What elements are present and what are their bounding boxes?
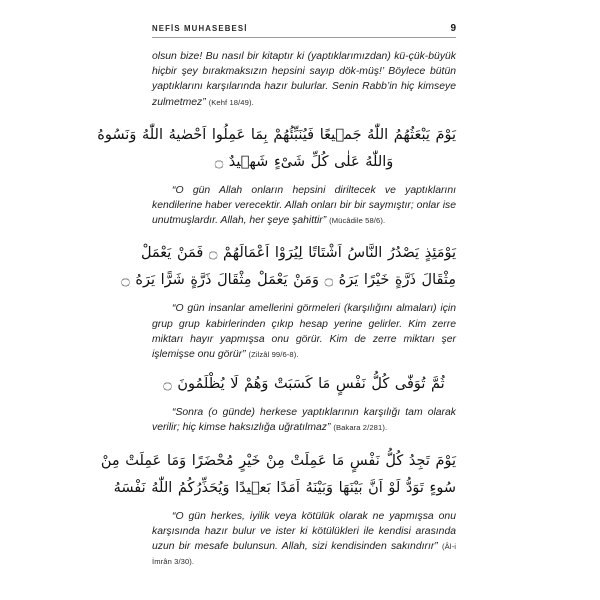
text-column: [97, 0, 456, 569]
paragraph-1: [152, 49, 456, 110]
running-header: [152, 0, 456, 38]
arabic-verse-3-line-1: ثُمَّ تُوَفّٰى كُلُّ نَفْسٍ مَا كَسَبَتْ وَهُمْ لَا يُظْلَمُونَ ۝: [163, 376, 445, 393]
paragraph-4-text: “Sonra (o günde) herkese yaptıklarının karşılığı tam olarak verilir; hiç kimse haksızlığa uğratılmaz”: [152, 407, 456, 434]
arabic-verse-4: [100, 448, 456, 502]
running-header-title: NEFİS MUHASEBESİ: [152, 24, 248, 33]
paragraph-3-citation: (Zilzâl 99/6-8).: [248, 350, 299, 360]
paragraph-4: [152, 405, 456, 435]
paragraph-4-citation: (Bakara 2/281).: [333, 423, 388, 433]
paragraph-2-citation: (Mücâdile 58/6).: [329, 216, 386, 226]
paragraph-3-text: “O gün insanlar amellerini görmeleri (karşılığını almaları) için grup grup kabirlerinden çıkıp hesap yerine gelirler. Kim zerre miktarı hayır yapmışsa onu görür. Kim de zerre miktarı şer işlemişse onu görür”: [152, 303, 456, 361]
paragraph-5: [152, 509, 456, 570]
arabic-verse-3: [152, 371, 456, 398]
arabic-verse-2: [121, 240, 456, 294]
body-content: [97, 38, 456, 569]
arabic-verse-2-line-2: مِثْقَالَ ذَرَّةٍ خَيْرًا يَرَهُ ۝ وَمَنْ يَعْمَلْ مِثْقَالَ ذَرَّةٍ شَرًّا يَرَهُ ۝: [121, 272, 456, 289]
arabic-verse-1: [97, 122, 456, 176]
arabic-verse-4-line-2: سُوءٍ تَوَدُّ لَوْ اَنَّ بَيْنَهَا وَبَيْنَهُ اَمَدًا بَعٖيدًا وَيُحَذِّرُكُمُ اللّٰهُ نَفْسَهُ: [113, 479, 456, 496]
paragraph-5-citation: (Âl-i İmrân 3/30).: [152, 542, 456, 567]
arabic-verse-2-line-1: يَوْمَئِذٍ يَصْدُرُ النَّاسُ اَشْتَاتًا لِيُرَوْا اَعْمَالَهُمْ ۝ فَمَنْ يَعْمَلْ: [140, 245, 456, 262]
arabic-verse-4-line-1: يَوْمَ تَجِدُ كُلُّ نَفْسٍ مَا عَمِلَتْ مِنْ خَيْرٍ مُحْضَرًا وَمَا عَمِلَتْ مِنْ: [100, 452, 456, 469]
arabic-verse-1-line-1: يَوْمَ يَبْعَثُهُمُ اللّٰهُ جَمٖيعًا فَيُنَبِّئُهُمْ بِمَا عَمِلُوا اَحْصٰيهُ اللّٰهُ وَنَسُوهُ: [97, 126, 456, 143]
paragraph-1-text: olsun bize! Bu nasıl bir kitaptır ki (yaptıklarımızdan) kü-çük-büyük hiçbir şey bırakmaksızın hepsini sayıp dök-müş!’ Böylece bütün yaptıklarını karşılarında hazır bulurlar. Senin Rabb’in hiç kimseye zulmetmez”: [152, 51, 456, 108]
paragraph-1-citation: (Kehf 18/49).: [208, 97, 254, 107]
paragraph-2: [152, 183, 456, 229]
arabic-verse-1-line-2: وَاللّٰهُ عَلٰى كُلِّ شَىْءٍ شَهٖيدٌ ۝: [214, 153, 394, 170]
paragraph-3: [152, 301, 456, 362]
page-number: 9: [450, 23, 456, 34]
paragraph-5-text: “O gün herkes, iyilik veya kötülük olarak ne yapmışsa onu karşısında hazır bulur ve ister ki kötülükleri ile kendisi arasında uzun bir mesafe bulunsun. Allah, sizi kendisinden sakındırır”: [152, 510, 456, 553]
paragraph-2-text: “O gün Allah onların hepsini diriltecek ve yaptıklarını kendilerine haber verecektir. Allah onları bir bir saymıştır; onlar ise unutmuşlardır. Allah, her şeye şahittir”: [152, 184, 456, 227]
